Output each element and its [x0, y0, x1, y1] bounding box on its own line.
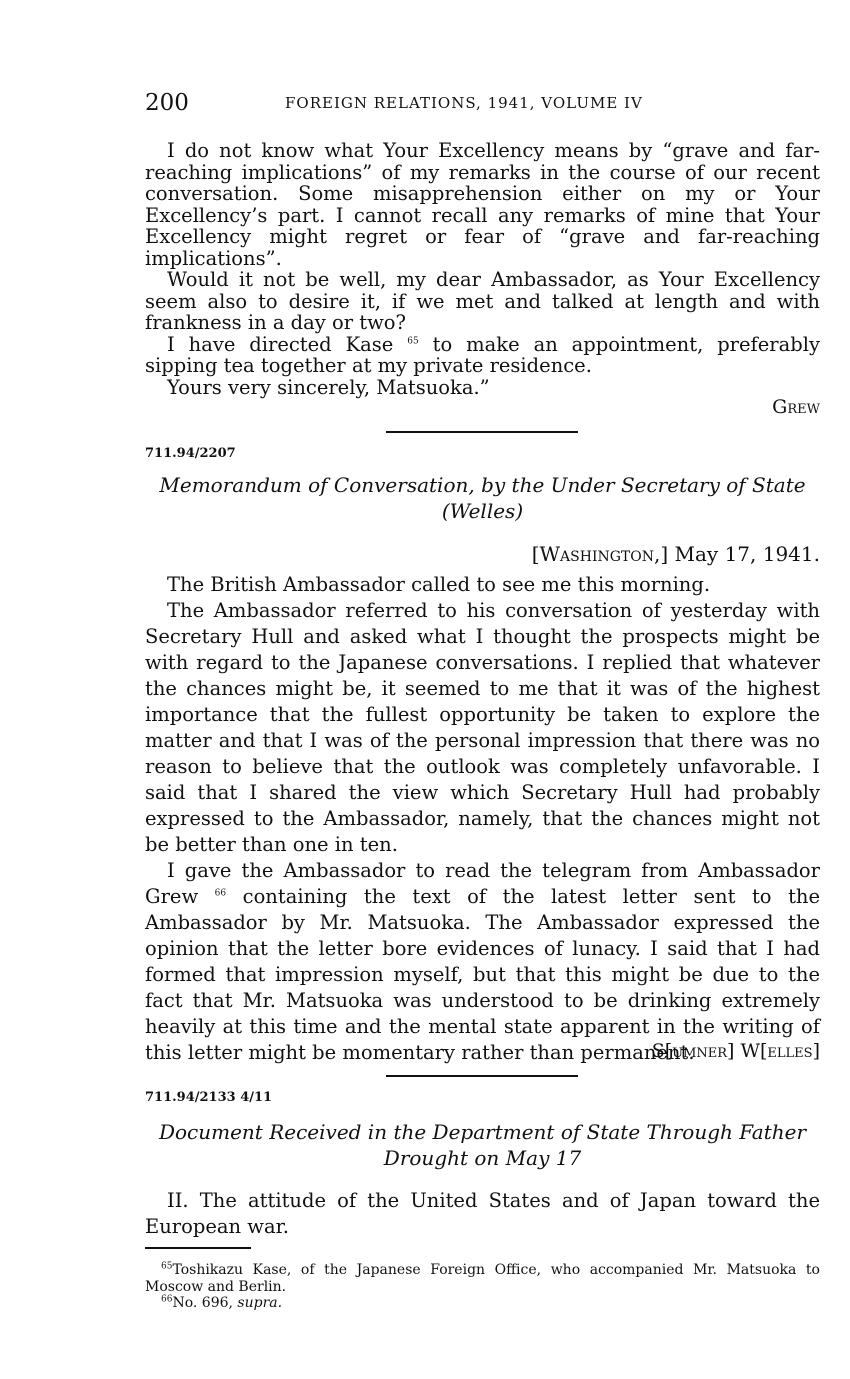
signature-welles: S[umner] W[elles]	[651, 1040, 820, 1062]
footnote-mark: 66	[161, 1294, 173, 1305]
footnote	[145, 1262, 820, 1295]
dateline-place: [Washington,]	[531, 542, 669, 566]
memo-title	[145, 472, 820, 524]
memo-title-line: Memorandum of Conversation, by the Under Secretary of State	[159, 473, 806, 497]
footnote-text: No. 696,	[172, 1295, 238, 1311]
letter-paragraph: I do not know what Your Excellency means by “grave and far-reaching implications” of my remarks in the course of our recent conversation. Some misapprehension either on my or Your Excellency’s part. I cannot recall any remarks of mine that Your Excellency might regret or fear of “grave and far-reaching implications”.	[145, 139, 820, 270]
memo-paragraph	[145, 858, 820, 1066]
dateline-date: May 17, 1941.	[668, 542, 820, 566]
file-number: 711.94/2133 4/11	[145, 1090, 273, 1105]
memo-body	[145, 572, 820, 1066]
memo-paragraph: The Ambassador referred to his conversation of yesterday with Secretary Hull and asked what I thought the prospects might be with regard to the Japanese conversations. I replied that whatever the chances might be, it seemed to me that it was of the highest importance that the fullest opportunity be taken to explore the matter and that I was of the personal impression that there was no reason to believe that the outlook was completely unfavorable. I said that I shared the view which Secretary Hull had probably expressed to the Ambassador, namely, that the chances might not be better than one in ten.	[145, 599, 820, 856]
memo-text: I gave the Ambassador to read the telegram from Ambassador Grew	[145, 859, 820, 908]
running-head: FOREIGN RELATIONS, 1941, VOLUME IV	[285, 94, 643, 112]
memo-paragraph: The British Ambassador called to see me this morning.	[167, 573, 711, 596]
document-title-line: Document Received in the Department of State Through Father	[158, 1120, 807, 1144]
letter-closing: Yours very sincerely, Matsuoka.”	[167, 375, 490, 399]
footnote-text: Toshikazu Kase, of the Japanese Foreign Office, who accompanied Mr. Matsuoka to Moscow and Berlin.	[145, 1262, 820, 1295]
letter-paragraph	[145, 334, 820, 377]
letter-paragraph: Would it not be well, my dear Ambassador, as Your Excellency seem also to desire it, if we met and talked at length and with frankness in a day or two?	[145, 268, 820, 334]
document-body	[145, 1188, 820, 1240]
document-paragraph: II. The attitude of the United States and of Japan toward the European war.	[145, 1189, 820, 1238]
document-title-line: Drought on May 17	[383, 1146, 582, 1170]
section-divider	[386, 1075, 578, 1077]
section-divider	[386, 431, 578, 433]
letter-text: to make an appointment, preferably sipping tea together at my private residence.	[145, 332, 820, 377]
signature-grew: Grew	[772, 396, 820, 418]
footnote	[145, 1295, 820, 1312]
footnote-mark: 65	[161, 1261, 173, 1272]
memo-title-line: (Welles)	[441, 499, 524, 523]
file-number: 711.94/2207	[145, 446, 236, 461]
document-title	[145, 1119, 820, 1171]
letter-text: I have directed Kase	[167, 332, 394, 356]
footnotes	[145, 1262, 820, 1312]
page-number: 200	[145, 90, 189, 116]
dateline	[532, 542, 820, 566]
footnote-ref[interactable]: 66	[214, 888, 227, 899]
footnote-italic: supra.	[237, 1295, 283, 1311]
memo-text: containing the text of the latest letter sent to the Ambassador by Mr. Matsuoka. The Ambassador expressed the opinion that the letter bore evidences of lunacy. I said that I had formed that impression myself, but that this might be due to the fact that Mr. Matsuoka was understood to be drinking extremely heavily at this time and the mental state apparent in the writing of this letter might be momentary rather than permanent.	[145, 885, 821, 1064]
page-header	[145, 90, 820, 120]
footnote-rule	[145, 1247, 251, 1249]
letter-body	[145, 140, 820, 398]
footnote-ref[interactable]: 65	[407, 336, 419, 346]
